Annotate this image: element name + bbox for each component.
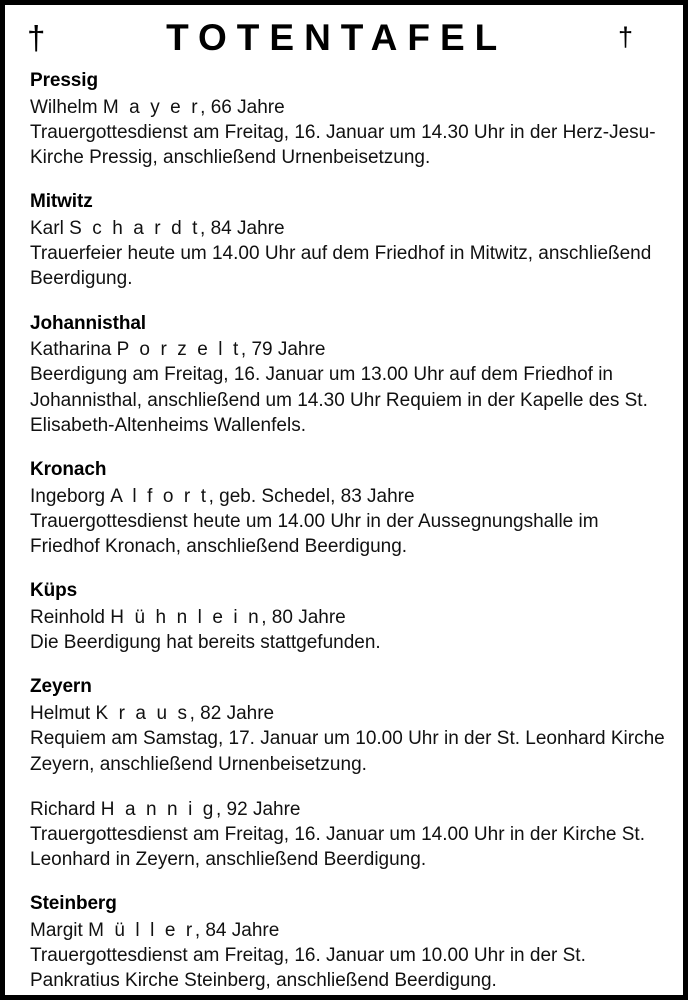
- entry-service-details: Trauergottesdienst am Freitag, 16. Januar um 10.00 Uhr in der St. Pankratius Kirche Steinberg, anschließend Beerdigung.: [30, 945, 586, 992]
- entry-service-details: Trauergottesdienst am Freitag, 16. Januar um 14.00 Uhr in der Kirche St. Leonhard in Zeyern, anschließend Beerdigung.: [30, 823, 645, 871]
- entry-first-name: Helmut: [30, 703, 91, 725]
- page-title: TOTENTAFEL: [166, 16, 508, 58]
- cross-icon-right: †: [617, 21, 633, 52]
- obituary-entry: [30, 190, 673, 291]
- entry-surname: H ü h n l e i n: [110, 607, 262, 629]
- entry-surname: H a n n i g: [100, 798, 216, 820]
- entry-age: , 84 Jahre: [194, 920, 280, 942]
- entry-service-details: Requiem am Samstag, 17. Januar um 10.00 Uhr in der St. Leonhard Kirche Zeyern, anschließend Urnenbeisetzung.: [30, 728, 665, 775]
- entry-service-details: Die Beerdigung hat bereits stattgefunden.: [30, 632, 381, 654]
- entry-age: , 66 Jahre: [200, 96, 285, 118]
- entry-person-line: [30, 484, 673, 509]
- entry-age: , 80 Jahre: [261, 607, 346, 629]
- entry-surname: A l f o r t: [110, 485, 209, 507]
- obituary-entry-list: [5, 63, 683, 994]
- entry-person-line: [30, 797, 673, 822]
- entry-age: , geb. Schedel, 83 Jahre: [208, 485, 415, 507]
- entry-surname: P o r z e l t: [116, 339, 241, 361]
- obituary-entry: [30, 579, 673, 655]
- obituary-entry: [30, 312, 673, 439]
- entry-service-details: Beerdigung am Freitag, 16. Januar um 13.00 Uhr auf dem Friedhof in Johannisthal, anschließend um 14.30 Uhr Requiem in der Kapelle des St. Elisabeth-Altenheims Wallenfels.: [30, 364, 648, 436]
- entry-place-heading: Küps: [30, 580, 78, 602]
- obituary-entry: [30, 69, 673, 170]
- entry-first-name: Reinhold: [30, 607, 105, 629]
- obituary-entry: [30, 892, 673, 993]
- entry-first-name: Karl: [30, 217, 64, 239]
- entry-surname: S c h a r d t: [69, 217, 201, 239]
- entry-place-heading: Pressig: [30, 70, 98, 91]
- entry-place-heading: Steinberg: [30, 893, 117, 915]
- entry-person-line: [30, 95, 673, 120]
- entry-person-line: [30, 918, 673, 943]
- entry-first-name: Katharina: [30, 339, 112, 361]
- entry-first-name: Wilhelm: [30, 96, 98, 118]
- obituary-entry: [30, 675, 673, 776]
- entry-age: , 84 Jahre: [200, 217, 285, 239]
- entry-place-heading: Zeyern: [30, 676, 92, 698]
- entry-place-heading: Kronach: [30, 459, 107, 481]
- entry-service-details: Trauergottesdienst am Freitag, 16. Januar um 14.30 Uhr in der Herz-Jesu-Kirche Pressig, anschließend Urnenbeisetzung.: [30, 121, 656, 169]
- entry-surname: M a y e r: [102, 96, 201, 118]
- entry-age: , 82 Jahre: [189, 703, 275, 725]
- entry-place-heading: Mitwitz: [30, 191, 93, 213]
- entry-first-name: Margit: [30, 920, 83, 942]
- entry-person-line: [30, 216, 673, 241]
- entry-person-line: [30, 337, 673, 362]
- entry-person-line: [30, 605, 673, 630]
- entry-service-details: Trauergottesdienst heute um 14.00 Uhr in der Aussegnungshalle im Friedhof Kronach, anschließend Beerdigung.: [30, 510, 599, 558]
- obituary-notice-body: [5, 5, 683, 995]
- entry-surname: K r a u s: [95, 703, 190, 725]
- entry-service-details: Trauerfeier heute um 14.00 Uhr auf dem Friedhof in Mitwitz, anschließend Beerdigung.: [30, 243, 652, 290]
- cross-icon-left: †: [27, 18, 46, 56]
- masthead: [5, 11, 683, 63]
- entry-place-heading: Johannisthal: [30, 312, 146, 334]
- entry-first-name: Ingeborg: [30, 485, 106, 507]
- entry-first-name: Richard: [30, 798, 96, 820]
- entry-person-line: [30, 701, 673, 726]
- entry-surname: M ü l l e r: [88, 920, 195, 942]
- obituary-entry: [30, 797, 673, 873]
- obituary-entry: [30, 458, 673, 559]
- entry-age: , 79 Jahre: [240, 339, 326, 361]
- entry-age: , 92 Jahre: [215, 798, 301, 820]
